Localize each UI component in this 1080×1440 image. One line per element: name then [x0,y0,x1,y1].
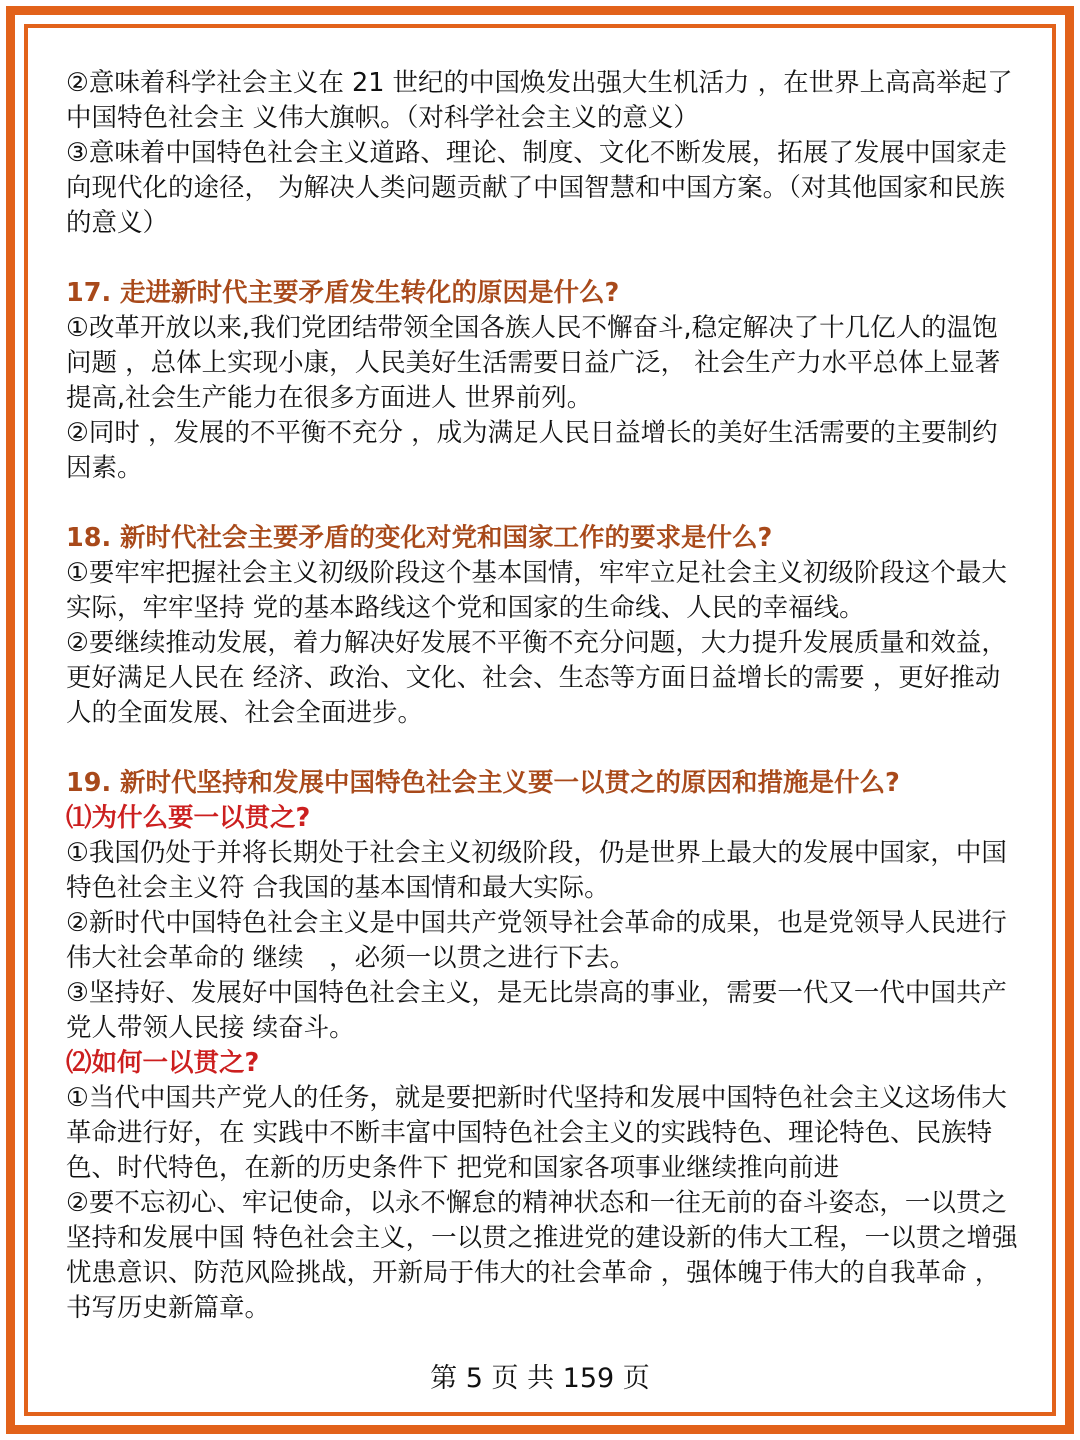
question-17-title: 17. 走进新时代主要矛盾发生转化的原因是什么? [66,278,620,308]
question-19-reason-3: ③坚持好、发展好中国特色社会主义，是无比崇高的事业，需要一代又一代中国共产党人带领人民接 续奋斗。 [66,978,1007,1043]
question-18-answer-2: ②要继续推动发展，着力解决好发展不平衡不充分问题，大力提升发展质量和效益，更好满足人民在 经济、政治、文化、社会、生态等方面日益增长的需要 ，更好推动人的全面发展、社会全面进步。 [66,628,1007,728]
question-19-reason-2: ②新时代中国特色社会主义是中国共产党领导社会革命的成果，也是党领导人民进行伟大社会革命的 继续 ，必须一以贯之进行下去。 [66,908,1007,973]
question-19-subtitle-1: ⑴为什么要一以贯之? [66,803,311,833]
question-17-answer-2: ②同时 ，发展的不平衡不充分 ，成为满足人民日益增长的美好生活需要的主要制约因素。 [66,418,998,483]
question-19-subtitle-2: ⑵如何一以贯之? [66,1048,260,1078]
question-19-measure-2: ②要不忘初心、牢记使命，以永不懈怠的精神状态和一往无前的奋斗姿态，一以贯之坚持和发展中国 特色社会主义，一以贯之推进党的建设新的伟大工程，一以贯之增强忧患意识、防范风险挑战，开新局于伟大的社会革命 ，强体魄于伟大的自我革命 ，书写历史新篇章。 [66,1188,1018,1323]
question-19-measure-1: ①当代中国共产党人的任务，就是要把新时代坚持和发展中国特色社会主义这场伟大革命进行好，在 实践中不断丰富中国特色社会主义的实践特色、理论特色、民族特色、时代特色，在新的历史条件下 把党和国家各项事业继续推向前进 [66,1083,1007,1183]
question-19-title: 19. 新时代坚持和发展中国特色社会主义要一以贯之的原因和措施是什么? [66,768,900,798]
question-18-title: 18. 新时代社会主要矛盾的变化对党和国家工作的要求是什么? [66,523,773,553]
question-18-answer-1: ①要牢牢把握社会主义初级阶段这个基本国情，牢牢立足社会主义初级阶段这个最大实际，牢牢坚持 党的基本路线这个党和国家的生命线、人民的幸福线。 [66,558,1007,623]
spacer [66,731,1020,766]
question-17-answer-1: ①改革开放以来,我们党团结带领全国各族人民不懈奋斗,稳定解决了十几亿人的温饱问题 ，总体上实现小康，人民美好生活需要日益广泛， 社会生产力水平总体上显著提高,社会生产能力在很多方面进人 世界前列。 [66,313,1001,413]
spacer [66,241,1020,276]
paragraph-3: ③意味着中国特色社会主义道路、理论、制度、文化不断发展，拓展了发展中国家走向现代化的途径， 为解决人类问题贡献了中国智慧和中国方案。（对其他国家和民族的意义） [66,138,1007,238]
question-19-reason-1: ①我国仍处于并将长期处于社会主义初级阶段，仍是世界上最大的发展中国家，中国特色社会主义符 合我国的基本国情和最大实际。 [66,838,1007,903]
document-content [66,66,1020,1326]
spacer [66,486,1020,521]
paragraph-2: ②意味着科学社会主义在 21 世纪的中国焕发出强大生机活力 ，在世界上高高举起了中国特色社会主 义伟大旗帜。（对科学社会主义的意义） [66,68,1013,133]
page-number: 第 5 页 共 159 页 [430,1363,650,1394]
